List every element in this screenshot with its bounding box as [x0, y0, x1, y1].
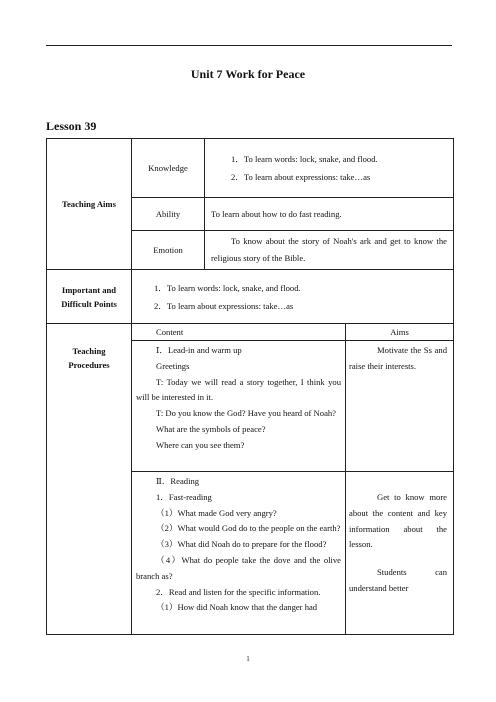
lead-in-line: What are the symbols of peace?	[156, 423, 266, 434]
reading-aim-text: Get to know more about the content and key information about the lesson.	[349, 492, 447, 550]
lead-in-line: T: Today we will read a story together, I think you will be interested in it.	[136, 376, 341, 403]
important-heading-line1: Important and	[61, 284, 117, 295]
lead-in-title: Ⅰ．Lead-in and warm up	[156, 345, 242, 355]
ability-label: Ability	[132, 198, 205, 231]
ability-text: To learn about how to do fast reading.	[205, 198, 454, 231]
lead-in-line: T: Do you know the God? Have you heard of Noah?	[156, 408, 336, 419]
document-title: Unit 7 Work for Peace	[190, 67, 306, 81]
emotion-text: To know about the story of Noah's ark and get to know the religious story of the Bible.	[205, 231, 454, 270]
procedures-heading-line2: Procedures	[68, 360, 110, 370]
reading-line: 1．Fast-reading	[156, 491, 212, 502]
page-number: 1	[246, 655, 250, 663]
important-item: 1．To learn words: lock, snake, and flood.	[154, 282, 301, 293]
content-column-header: Content	[132, 324, 346, 341]
lead-in-line: Greetings	[156, 360, 190, 371]
reading-line: （3）What did Noah do to prepare for the flood?	[156, 539, 327, 550]
important-heading-line2: Difficult Points	[61, 298, 117, 309]
lead-in-section	[132, 341, 346, 472]
reading-line: （1）How did Noah know that the danger had	[156, 602, 318, 613]
important-points-items	[132, 270, 454, 324]
knowledge-item: 2．To learn about expressions: take…as	[231, 172, 371, 182]
important-item: 2．To learn about expressions: take…as	[154, 300, 294, 311]
important-points-heading	[47, 270, 132, 324]
reading-section	[132, 472, 346, 635]
knowledge-items	[205, 139, 454, 198]
knowledge-item: 1．To learn words: lock, snake, and flood.	[231, 154, 378, 164]
knowledge-label: Knowledge	[132, 139, 205, 198]
aims-column-header: Aims	[346, 324, 454, 341]
procedures-heading-line1: Teaching	[72, 346, 106, 356]
reading-line: （1）What made God very angry?	[156, 507, 277, 518]
reading-line: 2．Read and listen for the specific information.	[156, 586, 321, 597]
reading-line: （2）What would God do to the people on the earth?	[156, 523, 341, 534]
reading-title: Ⅱ．Reading	[156, 476, 200, 486]
reading-line: （4）What do people take the dove and the olive branch as?	[136, 554, 341, 581]
teaching-aims-heading: Teaching Aims	[47, 139, 132, 270]
header-rule	[46, 45, 452, 46]
reading-aim	[346, 472, 454, 635]
lesson-heading: Lesson 39	[46, 119, 97, 133]
lesson-plan-table	[46, 138, 454, 635]
teaching-procedures-heading	[47, 324, 132, 635]
lead-in-line: Where can you see them?	[156, 439, 245, 450]
reading-aim-text-2: Students can understand better	[349, 567, 447, 593]
lead-in-aim-text: Motivate the Ss and raise their interests.	[349, 345, 447, 371]
emotion-label: Emotion	[132, 231, 205, 270]
lead-in-aim	[346, 341, 454, 472]
